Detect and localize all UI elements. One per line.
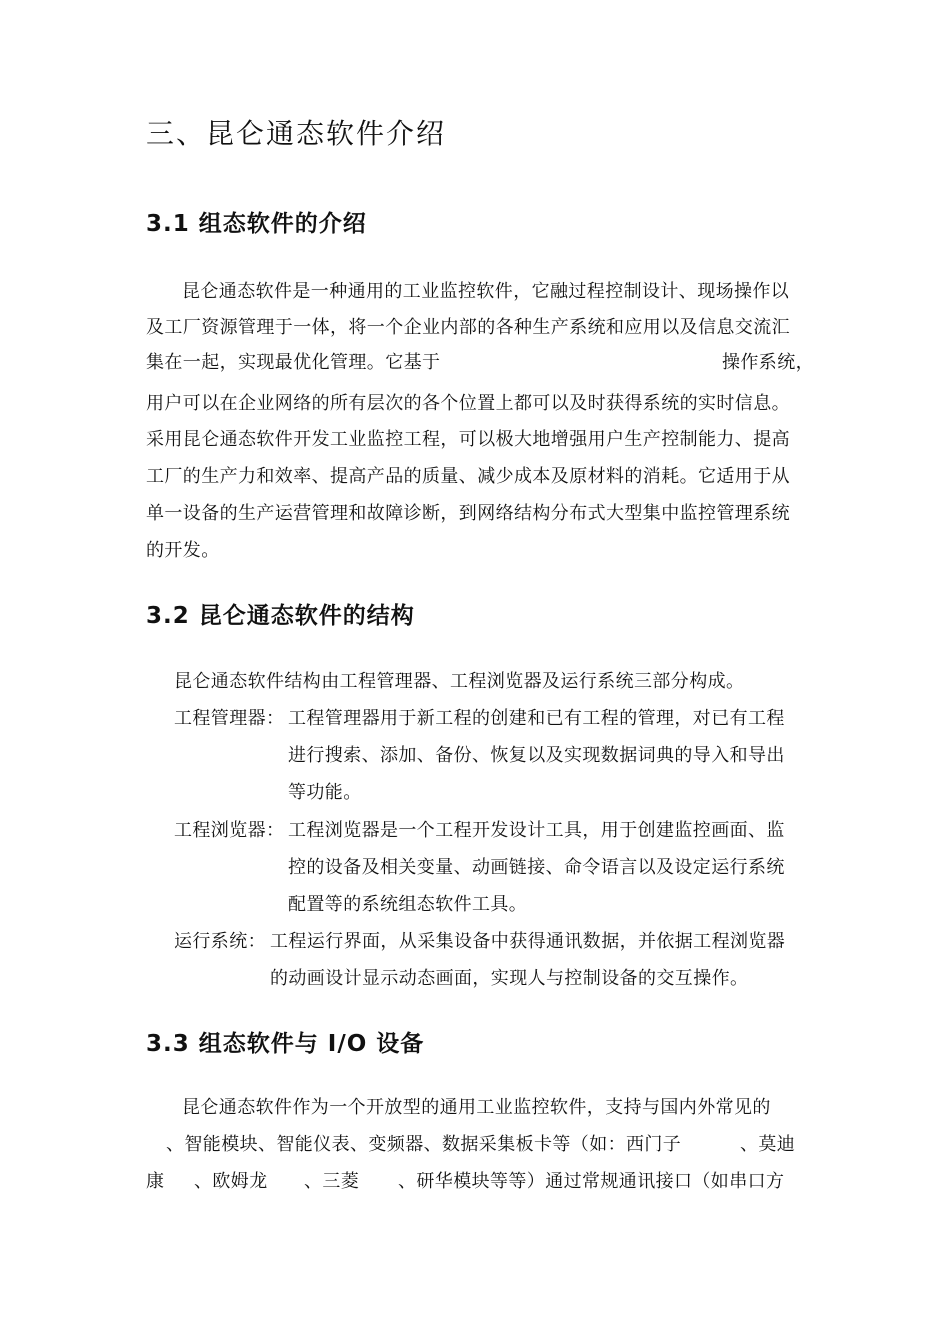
definition-line: 工程运行界面，从采集设备中获得通讯数据，并依据工程浏览器 — [270, 931, 786, 952]
chapter-title: 三、昆仑通态软件介绍 — [146, 117, 447, 150]
definition-term: 工程浏览器： — [174, 820, 285, 841]
definition-term: 工程管理器： — [174, 708, 285, 729]
paragraph-line: 采用昆仑通态软件开发工业监控工程，可以极大地增强用户生产控制能力、提高 — [146, 429, 790, 450]
section-2-heading: 3.2 昆仑通态软件的结构 — [146, 603, 415, 629]
definition-line: 等功能。 — [288, 782, 362, 803]
paragraph-line: 康 — [146, 1171, 165, 1192]
definition-line: 配置等的系统组态软件工具。 — [288, 894, 528, 915]
definition-line: 进行搜索、添加、备份、恢复以及实现数据词典的导入和导出 — [288, 745, 785, 766]
paragraph-line: 、智能模块、智能仪表、变频器、数据采集板卡等（如：西门子 — [166, 1134, 682, 1155]
definition-line: 的动画设计显示动态画面，实现人与控制设备的交互操作。 — [270, 968, 749, 989]
section-3-heading: 3.3 组态软件与 I/O 设备 — [146, 1031, 425, 1057]
paragraph-line: 、研华模块等等）通过常规通讯接口（如串口方 — [398, 1171, 785, 1192]
paragraph-line: 及工厂资源管理于一体，将一个企业内部的各种生产系统和应用以及信息交流汇 — [146, 317, 790, 338]
paragraph-line: 昆仑通态软件是一种通用的工业监控软件，它融过程控制设计、现场操作以 — [182, 281, 790, 302]
definition-line: 工程浏览器是一个工程开发设计工具，用于创建监控画面、监 — [288, 820, 785, 841]
definition-line: 工程管理器用于新工程的创建和已有工程的管理，对已有工程 — [288, 708, 785, 729]
paragraph-line: 单一设备的生产运营管理和故障诊断，到网络结构分布式大型集中监控管理系统 — [146, 503, 790, 524]
definition-line: 控的设备及相关变量、动画链接、命令语言以及设定运行系统 — [288, 857, 785, 878]
paragraph-line: 、三菱 — [304, 1171, 360, 1192]
paragraph-line: 用户可以在企业网络的所有层次的各个位置上都可以及时获得系统的实时信息。 — [146, 393, 790, 414]
paragraph-line: 操作系统， — [722, 352, 814, 373]
paragraph-line: 昆仑通态软件结构由工程管理器、工程浏览器及运行系统三部分构成。 — [174, 671, 745, 692]
paragraph-line: 的开发。 — [146, 540, 220, 561]
paragraph-line: 、莫迪 — [740, 1134, 796, 1155]
paragraph-line: 工厂的生产力和效率、提高产品的质量、减少成本及原材料的消耗。它适用于从 — [146, 466, 790, 487]
section-1-heading: 3.1 组态软件的介绍 — [146, 211, 367, 237]
paragraph-line: 、欧姆龙 — [194, 1171, 268, 1192]
paragraph-line: 集在一起，实现最优化管理。它基于 — [146, 352, 441, 373]
definition-term: 运行系统： — [174, 931, 266, 952]
paragraph-line: 昆仑通态软件作为一个开放型的通用工业监控软件，支持与国内外常见的 — [182, 1097, 771, 1118]
